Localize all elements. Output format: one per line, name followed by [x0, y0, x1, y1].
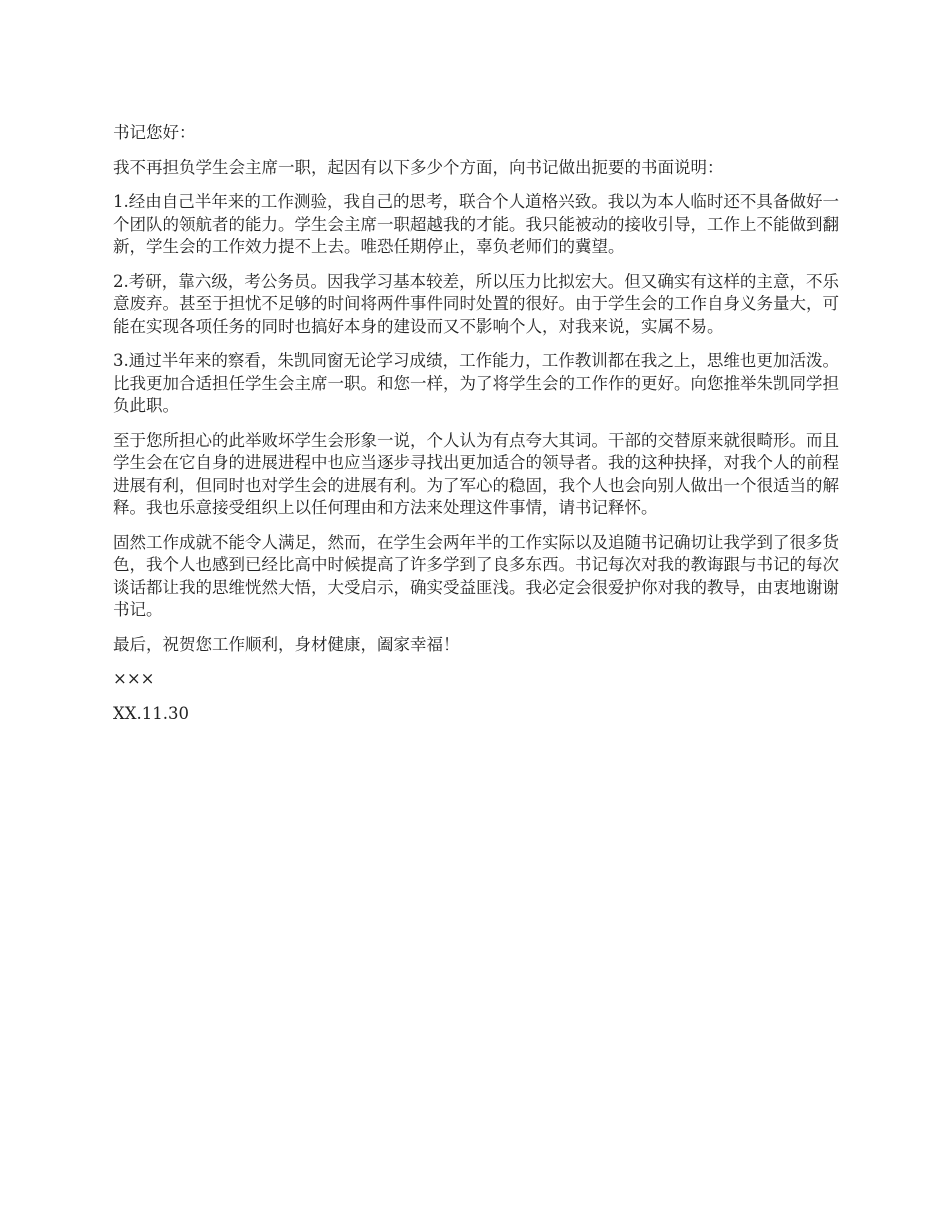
closing-paragraph: 最后，祝贺您工作顺利，身材健康，阖家幸福！ [113, 634, 460, 654]
intro-paragraph: 我不再担负学生会主席一职，起因有以下多少个方面，向书记做出扼要的书面说明： [113, 157, 724, 177]
point-3-paragraph: 3.通过半年来的察看，朱凯同窗无论学习成绩，工作能力，工作教训都在我之上，思维也更加活泼。比我更加合适担任学生会主席一职。和您一样，为了将学生会的工作作的更好。向您推举朱凯同学担负此职。 [113, 351, 839, 415]
point-1-paragraph: 1.经由自己半年来的工作测验，我自己的思考，联合个人道格兴致。我以为本人临时还不具备做好一个团队的领航者的能力。学生会主席一职超越我的才能。我只能被动的接收引导，工作上不能做到翻新，学生会的工作效力提不上去。唯恐任期停止，辜负老师们的冀望。 [113, 192, 839, 256]
concern-paragraph: 至于您所担心的此举败坏学生会形象一说，个人认为有点夸大其词。干部的交替原来就很畸形。而且学生会在它自身的进展进程中也应当逐步寻找出更加适合的领导者。我的这种抉择，对我个人的前程进展有利，但同时也对学生会的进展有利。为了军心的稳固，我个人也会向别人做出一个很适当的解释。我也乐意接受组织上以任何理由和方法来处理这件事情，请书记释怀。 [113, 430, 839, 517]
point-2-paragraph: 2.考研，靠六级，考公务员。因我学习基本较差，所以压力比拟宏大。但又确实有这样的主意，不乐意废弃。甚至于担忧不足够的时间将两件事件同时处置的很好。由于学生会的工作自身义务量大，可能在实现各项任务的同时也搞好本身的建设而又不影响个人，对我来说，实属不易。 [113, 271, 839, 336]
greeting: 书记您好： [113, 123, 196, 142]
signature: ××× [113, 669, 155, 688]
date: XX.11.30 [113, 703, 189, 723]
gratitude-paragraph: 固然工作成就不能令人满足，然而，在学生会两年半的工作实际以及追随书记确切让我学到了很多货色，我个人也感到已经比高中时候提高了许多学到了良多东西。书记每次对我的教诲跟与书记的每次谈话都让我的思维恍然大悟，大受启示，确实受益匪浅。我必定会很爱护你对我的教导，由衷地谢谢书记。 [113, 532, 839, 619]
letter-body [113, 122, 839, 737]
